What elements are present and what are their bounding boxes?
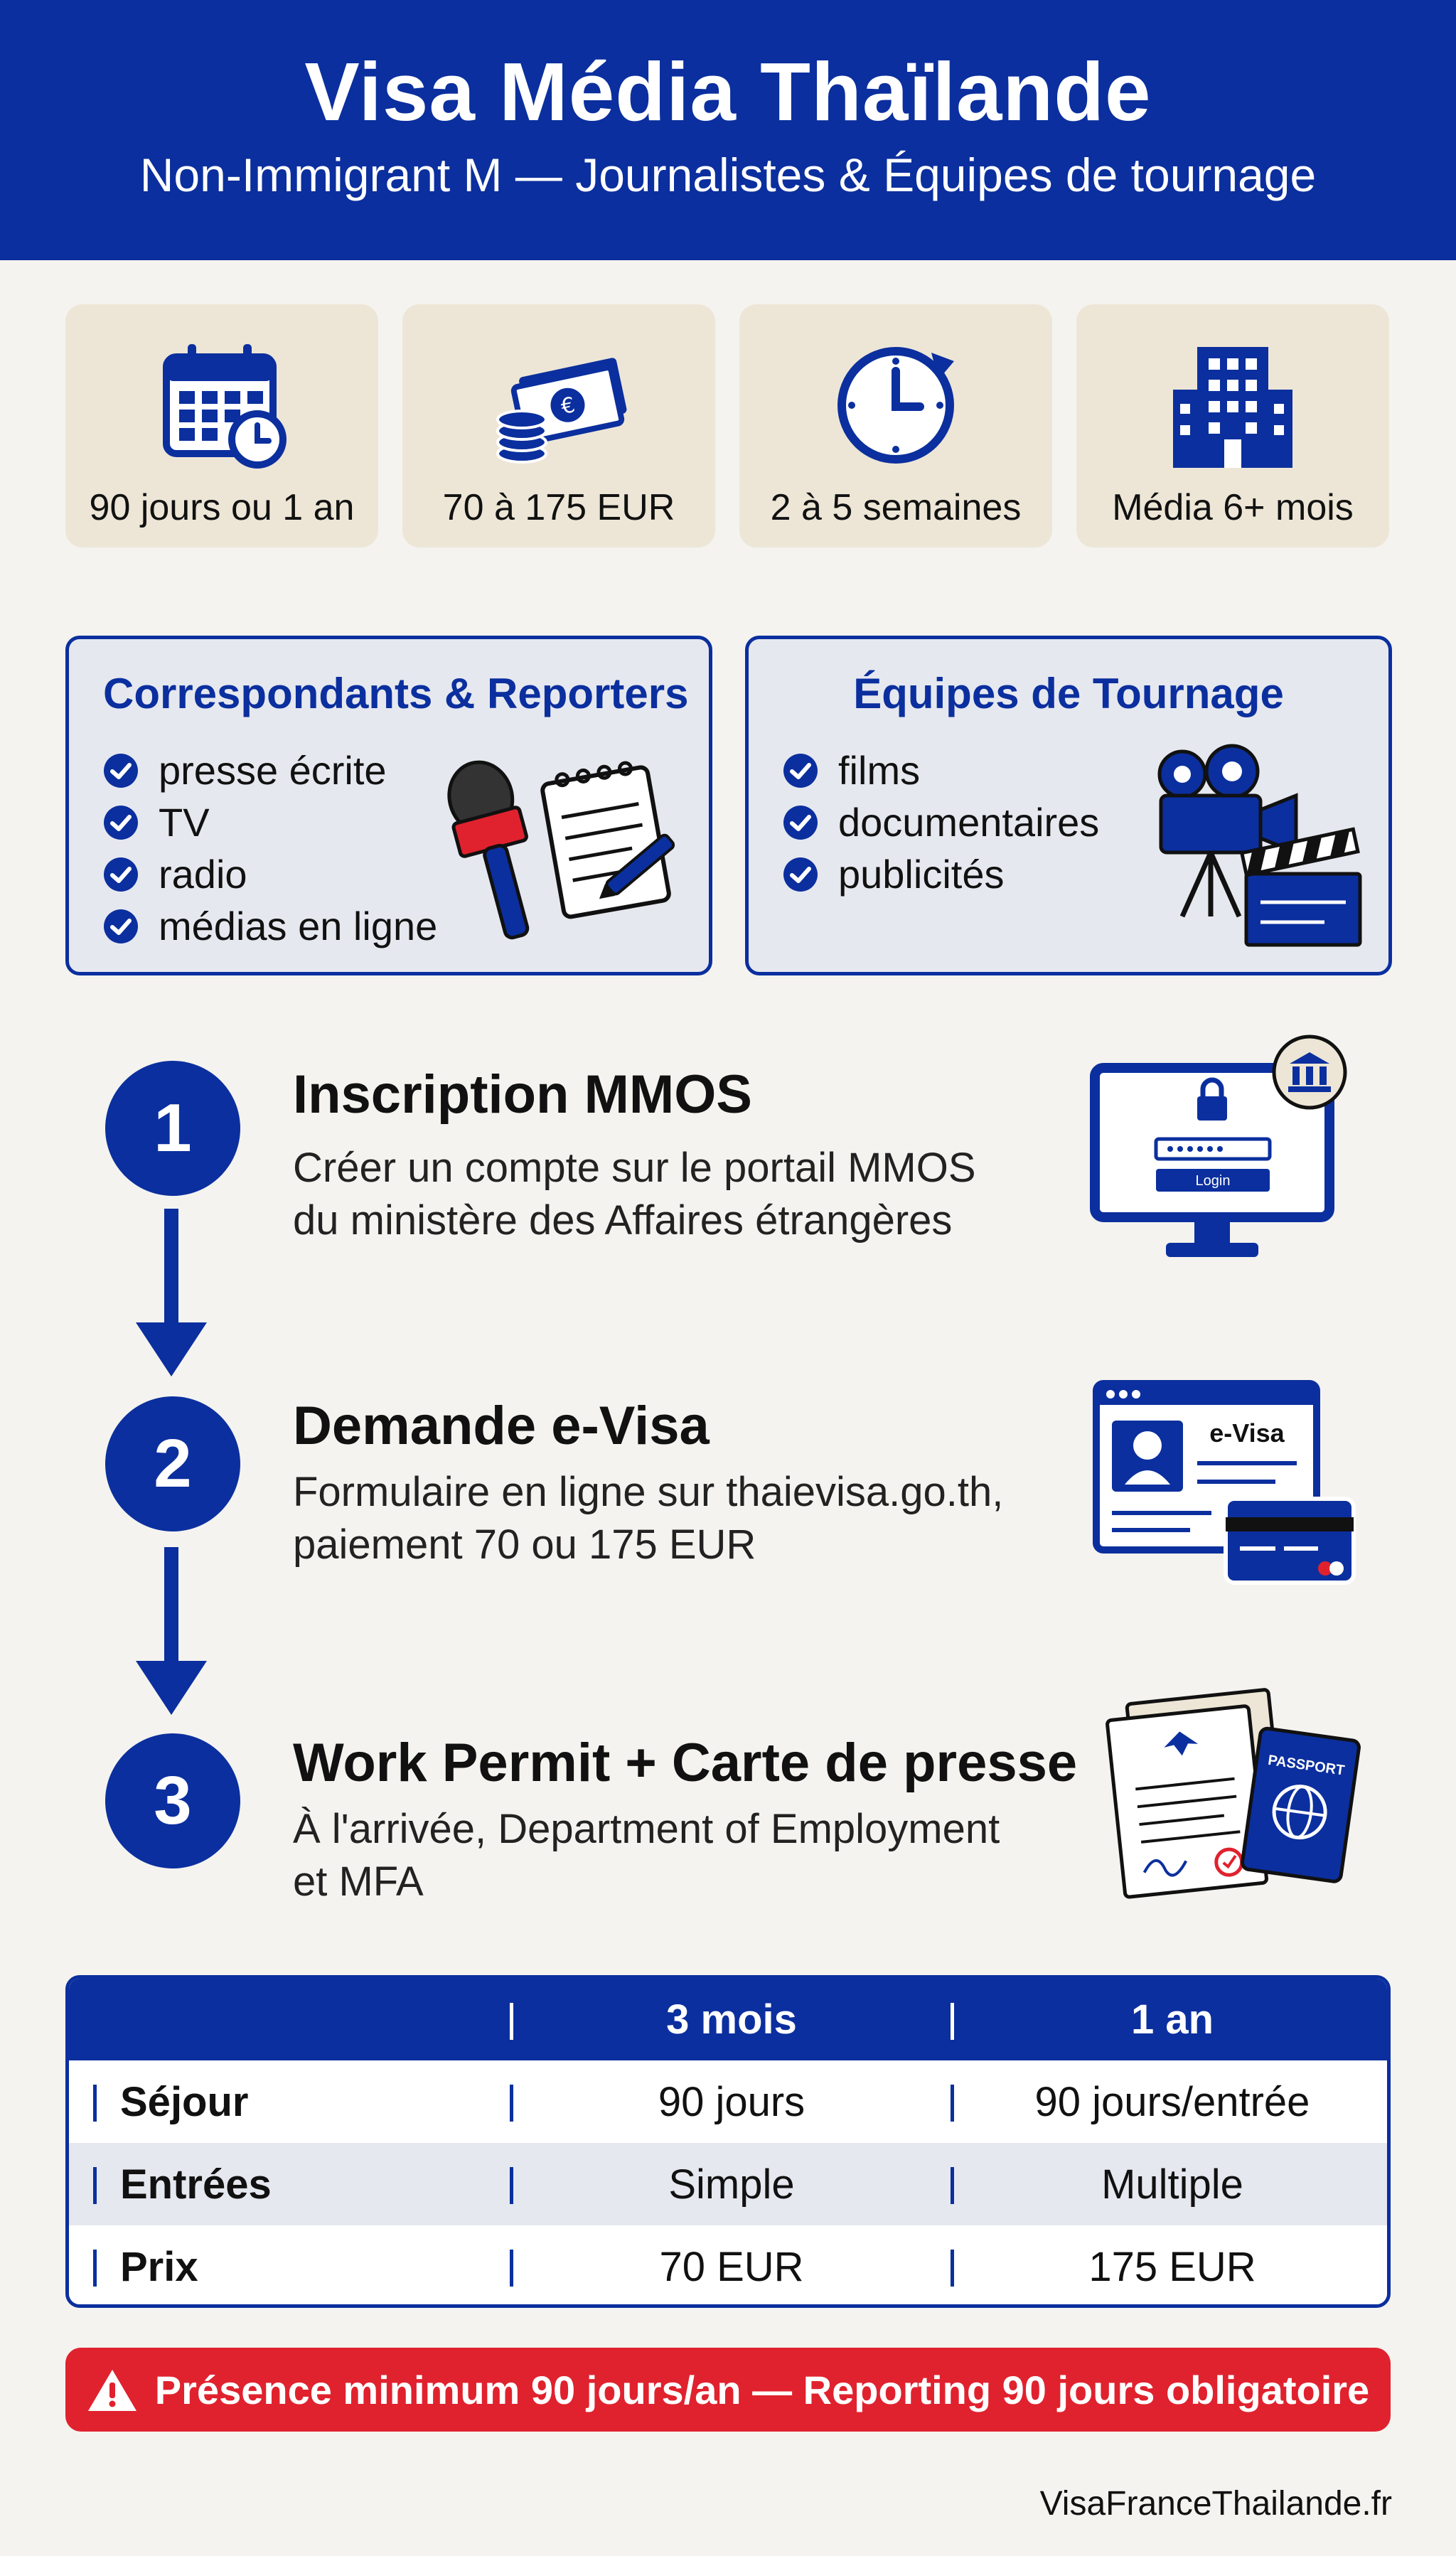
comparison-table	[65, 1975, 1391, 2308]
list-item: presse écrite	[103, 744, 437, 796]
table-header-row	[69, 1979, 1387, 2060]
check-circle-icon	[103, 753, 139, 788]
table-cell: 90 jours	[658, 2078, 805, 2125]
list-item: publicités	[783, 848, 1099, 900]
clock-icon	[825, 333, 967, 475]
table-header-cell: 3 mois	[666, 1996, 797, 2043]
svg-text:PASSPORT: PASSPORT	[1267, 1752, 1346, 1779]
crews-list	[783, 744, 1099, 900]
panel-crews-title: Équipes de Tournage	[853, 670, 1284, 717]
check-circle-icon	[783, 805, 818, 840]
table-row-label: Entrées	[120, 2161, 272, 2208]
evisa-card-icon	[1091, 1378, 1361, 1591]
warning-banner	[65, 2348, 1391, 2432]
panel-reporters-title: Correspondants & Reporters	[103, 670, 689, 717]
table-row	[69, 2060, 1387, 2143]
warning-text: Présence minimum 90 jours/an — Reporting 90 jours obligatoire	[154, 2367, 1370, 2412]
warning-triangle-icon	[87, 2367, 138, 2412]
stat-label-duration: 90 jours ou 1 an	[89, 487, 355, 528]
page-title: Visa Média Thaïlande	[304, 46, 1152, 138]
check-circle-icon	[783, 753, 818, 788]
step-number-2: 2	[105, 1396, 240, 1531]
camera-clapperboard-icon	[1133, 739, 1374, 952]
svg-text:Login: Login	[1195, 1173, 1231, 1189]
check-circle-icon	[783, 857, 818, 892]
step-desc-3: À l'arrivée, Department of Employment et MFA	[293, 1806, 1000, 1905]
calendar-icon	[151, 333, 293, 475]
step-title-3: Work Permit + Carte de presse	[293, 1733, 1078, 1793]
stat-card-duration	[65, 304, 378, 547]
step-number-1: 1	[105, 1061, 240, 1196]
table-row-label: Prix	[120, 2243, 198, 2290]
table-row	[69, 2143, 1387, 2225]
table-cell: Simple	[668, 2161, 795, 2208]
stat-label-media: Média 6+ mois	[1112, 487, 1354, 528]
step-title-1: Inscription MMOS	[293, 1064, 752, 1125]
check-circle-icon	[103, 805, 139, 840]
table-cell: 90 jours/entrée	[1034, 2078, 1310, 2125]
stat-label-price: 70 à 175 EUR	[442, 487, 675, 528]
table-row	[69, 2225, 1387, 2308]
table-row-label: Séjour	[120, 2078, 249, 2125]
check-circle-icon	[103, 857, 139, 892]
svg-text:e-Visa: e-Visa	[1209, 1418, 1285, 1448]
arrow-down-icon	[132, 1547, 210, 1718]
stat-card-price	[402, 304, 715, 547]
money-icon	[488, 333, 630, 475]
list-item: films	[783, 744, 1099, 796]
step-desc-2: Formulaire en ligne sur thaievisa.go.th, paiement 70 ou 175 EUR	[293, 1469, 1004, 1568]
svg-text:€: €	[558, 392, 577, 420]
panel-crews	[745, 636, 1392, 975]
panel-reporters	[65, 636, 712, 975]
table-cell: 175 EUR	[1088, 2243, 1256, 2290]
stat-label-delay: 2 à 5 semaines	[770, 487, 1022, 528]
check-circle-icon	[103, 909, 139, 944]
table-header-cell: 1 an	[1130, 1996, 1214, 2043]
stat-card-delay	[739, 304, 1052, 547]
computer-login-icon	[1088, 1032, 1358, 1274]
step-title-2: Demande e-Visa	[293, 1396, 710, 1456]
document-passport-icon	[1093, 1685, 1364, 1905]
table-cell: Multiple	[1101, 2161, 1243, 2208]
list-item: médias en ligne	[103, 900, 437, 952]
step-desc-1: Créer un compte sur le portail MMOS du ministère des Affaires étrangères	[293, 1145, 976, 1244]
list-item: TV	[103, 796, 437, 848]
table-header-cell	[69, 1979, 511, 2060]
table-cell: 70 EUR	[659, 2243, 804, 2290]
arrow-down-icon	[132, 1209, 210, 1379]
page-subtitle: Non-Immigrant M — Journalistes & Équipes de tournage	[139, 149, 1317, 201]
reporters-list	[103, 744, 437, 952]
step-number-3: 3	[105, 1733, 240, 1868]
building-icon	[1162, 333, 1304, 475]
microphone-notepad-icon	[446, 746, 687, 952]
footer-website: VisaFranceThailande.fr	[1039, 2485, 1392, 2523]
list-item: radio	[103, 848, 437, 900]
list-item: documentaires	[783, 796, 1099, 848]
header-banner	[0, 0, 1456, 260]
stat-card-media	[1076, 304, 1389, 547]
